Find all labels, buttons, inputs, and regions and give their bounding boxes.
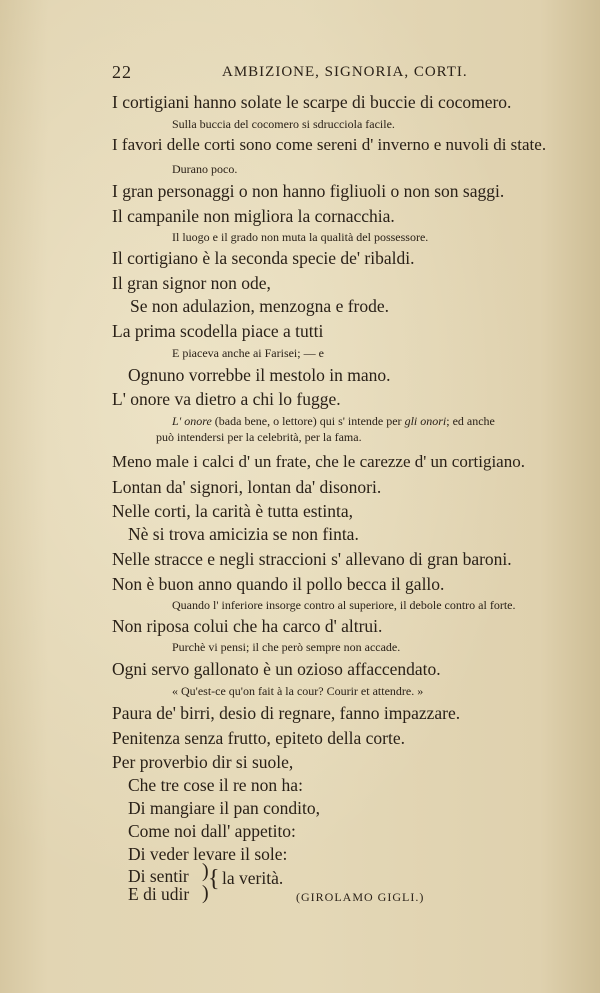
proverb-line: Nelle corti, la carità è tutta estinta, (112, 501, 354, 521)
proverb-line: I favori delle corti sono come sereni d' inverno e nuvoli di state. (112, 135, 547, 154)
commentary-line: E piaceva anche ai Farisei; — e (172, 346, 324, 360)
proverb-line: Penitenza senza frutto, epiteto della corte. (112, 728, 405, 748)
commentary-line: Durano poco. (172, 162, 238, 176)
proverb-line: Nelle stracce e negli straccioni s' allevano di gran baroni. (112, 549, 512, 569)
proverb-line: Meno male i calci d' un frate, che le carezze d' un cortigiano. (112, 452, 525, 471)
running-title: AMBIZIONE, SIGNORIA, CORTI. (222, 64, 468, 80)
proverb-line: Paura de' birri, desio di regnare, fanno impazzare. (112, 703, 461, 723)
poem-line: Che tre cose il re non ha: (128, 775, 303, 795)
poem-line: Di sentir (128, 866, 189, 886)
commentary-line: L' onore (bada bene, o lettore) qui s' intende per gli onori; ed anche (172, 414, 495, 428)
author-attribution: (GIROLAMO GIGLI.) (296, 890, 425, 904)
proverb-line: Non è buon anno quando il pollo becca il gallo. (112, 574, 445, 594)
commentary-line: Purchè vi pensi; il che però sempre non accade. (172, 640, 401, 654)
poem-line: la verità. (222, 868, 284, 888)
proverb-line: I cortigiani hanno solate le scarpe di buccie di cocomero. (112, 92, 512, 112)
proverb-line: I gran personaggi o non hanno figliuoli o non son saggi. (112, 181, 505, 201)
proverb-line: Se non adulazion, menzogna e frode. (130, 296, 390, 316)
poem-line: E di udir (128, 884, 190, 904)
proverb-line: Ogni servo gallonato è un ozioso affaccendato. (112, 659, 441, 679)
page-number: 22 (112, 62, 132, 82)
commentary-line: Il luogo e il grado non muta la qualità del possessore. (172, 230, 429, 244)
italic-term: L' onore (172, 414, 212, 428)
page-header (112, 62, 562, 84)
brace-middle: { (208, 866, 220, 892)
proverb-line: Nè si trova amicizia se non finta. (128, 524, 359, 544)
proverb-line: Ognuno vorrebbe il mestolo in mano. (128, 365, 391, 385)
commentary-line: Quando l' inferiore insorge contro al superiore, il debole contro al forte. (172, 598, 516, 612)
proverb-line: Il gran signor non ode, (112, 273, 271, 293)
poem-line: Di mangiare il pan condito, (128, 798, 320, 818)
poem-line: Per proverbio dir si suole, (112, 752, 294, 772)
proverb-line: Il cortigiano è la seconda specie de' ribaldi. (112, 248, 415, 268)
brace-top: ) (202, 860, 209, 882)
proverb-line: Il campanile non migliora la cornacchia. (112, 206, 395, 226)
commentary-line: Sulla buccia del cocomero si sdrucciola facile. (172, 117, 395, 131)
commentary-line: può intendersi per la celebrità, per la fama. (156, 430, 362, 444)
proverb-line: La prima scodella piace a tutti (112, 321, 324, 341)
italic-term: gli onori (404, 414, 447, 428)
proverb-line: L' onore va dietro a chi lo fugge. (112, 389, 341, 409)
commentary-line: « Qu'est-ce qu'on fait à la cour? Courir et attendre. » (172, 684, 424, 698)
proverb-line: Non riposa colui che ha carco d' altrui. (112, 616, 383, 636)
proverb-line: Lontan da' signori, lontan da' disonori. (112, 477, 382, 497)
poem-line: Come noi dall' appetito: (128, 821, 296, 841)
poem-line: Di veder levare il sole: (128, 844, 288, 864)
brace-bottom: ) (202, 882, 209, 904)
